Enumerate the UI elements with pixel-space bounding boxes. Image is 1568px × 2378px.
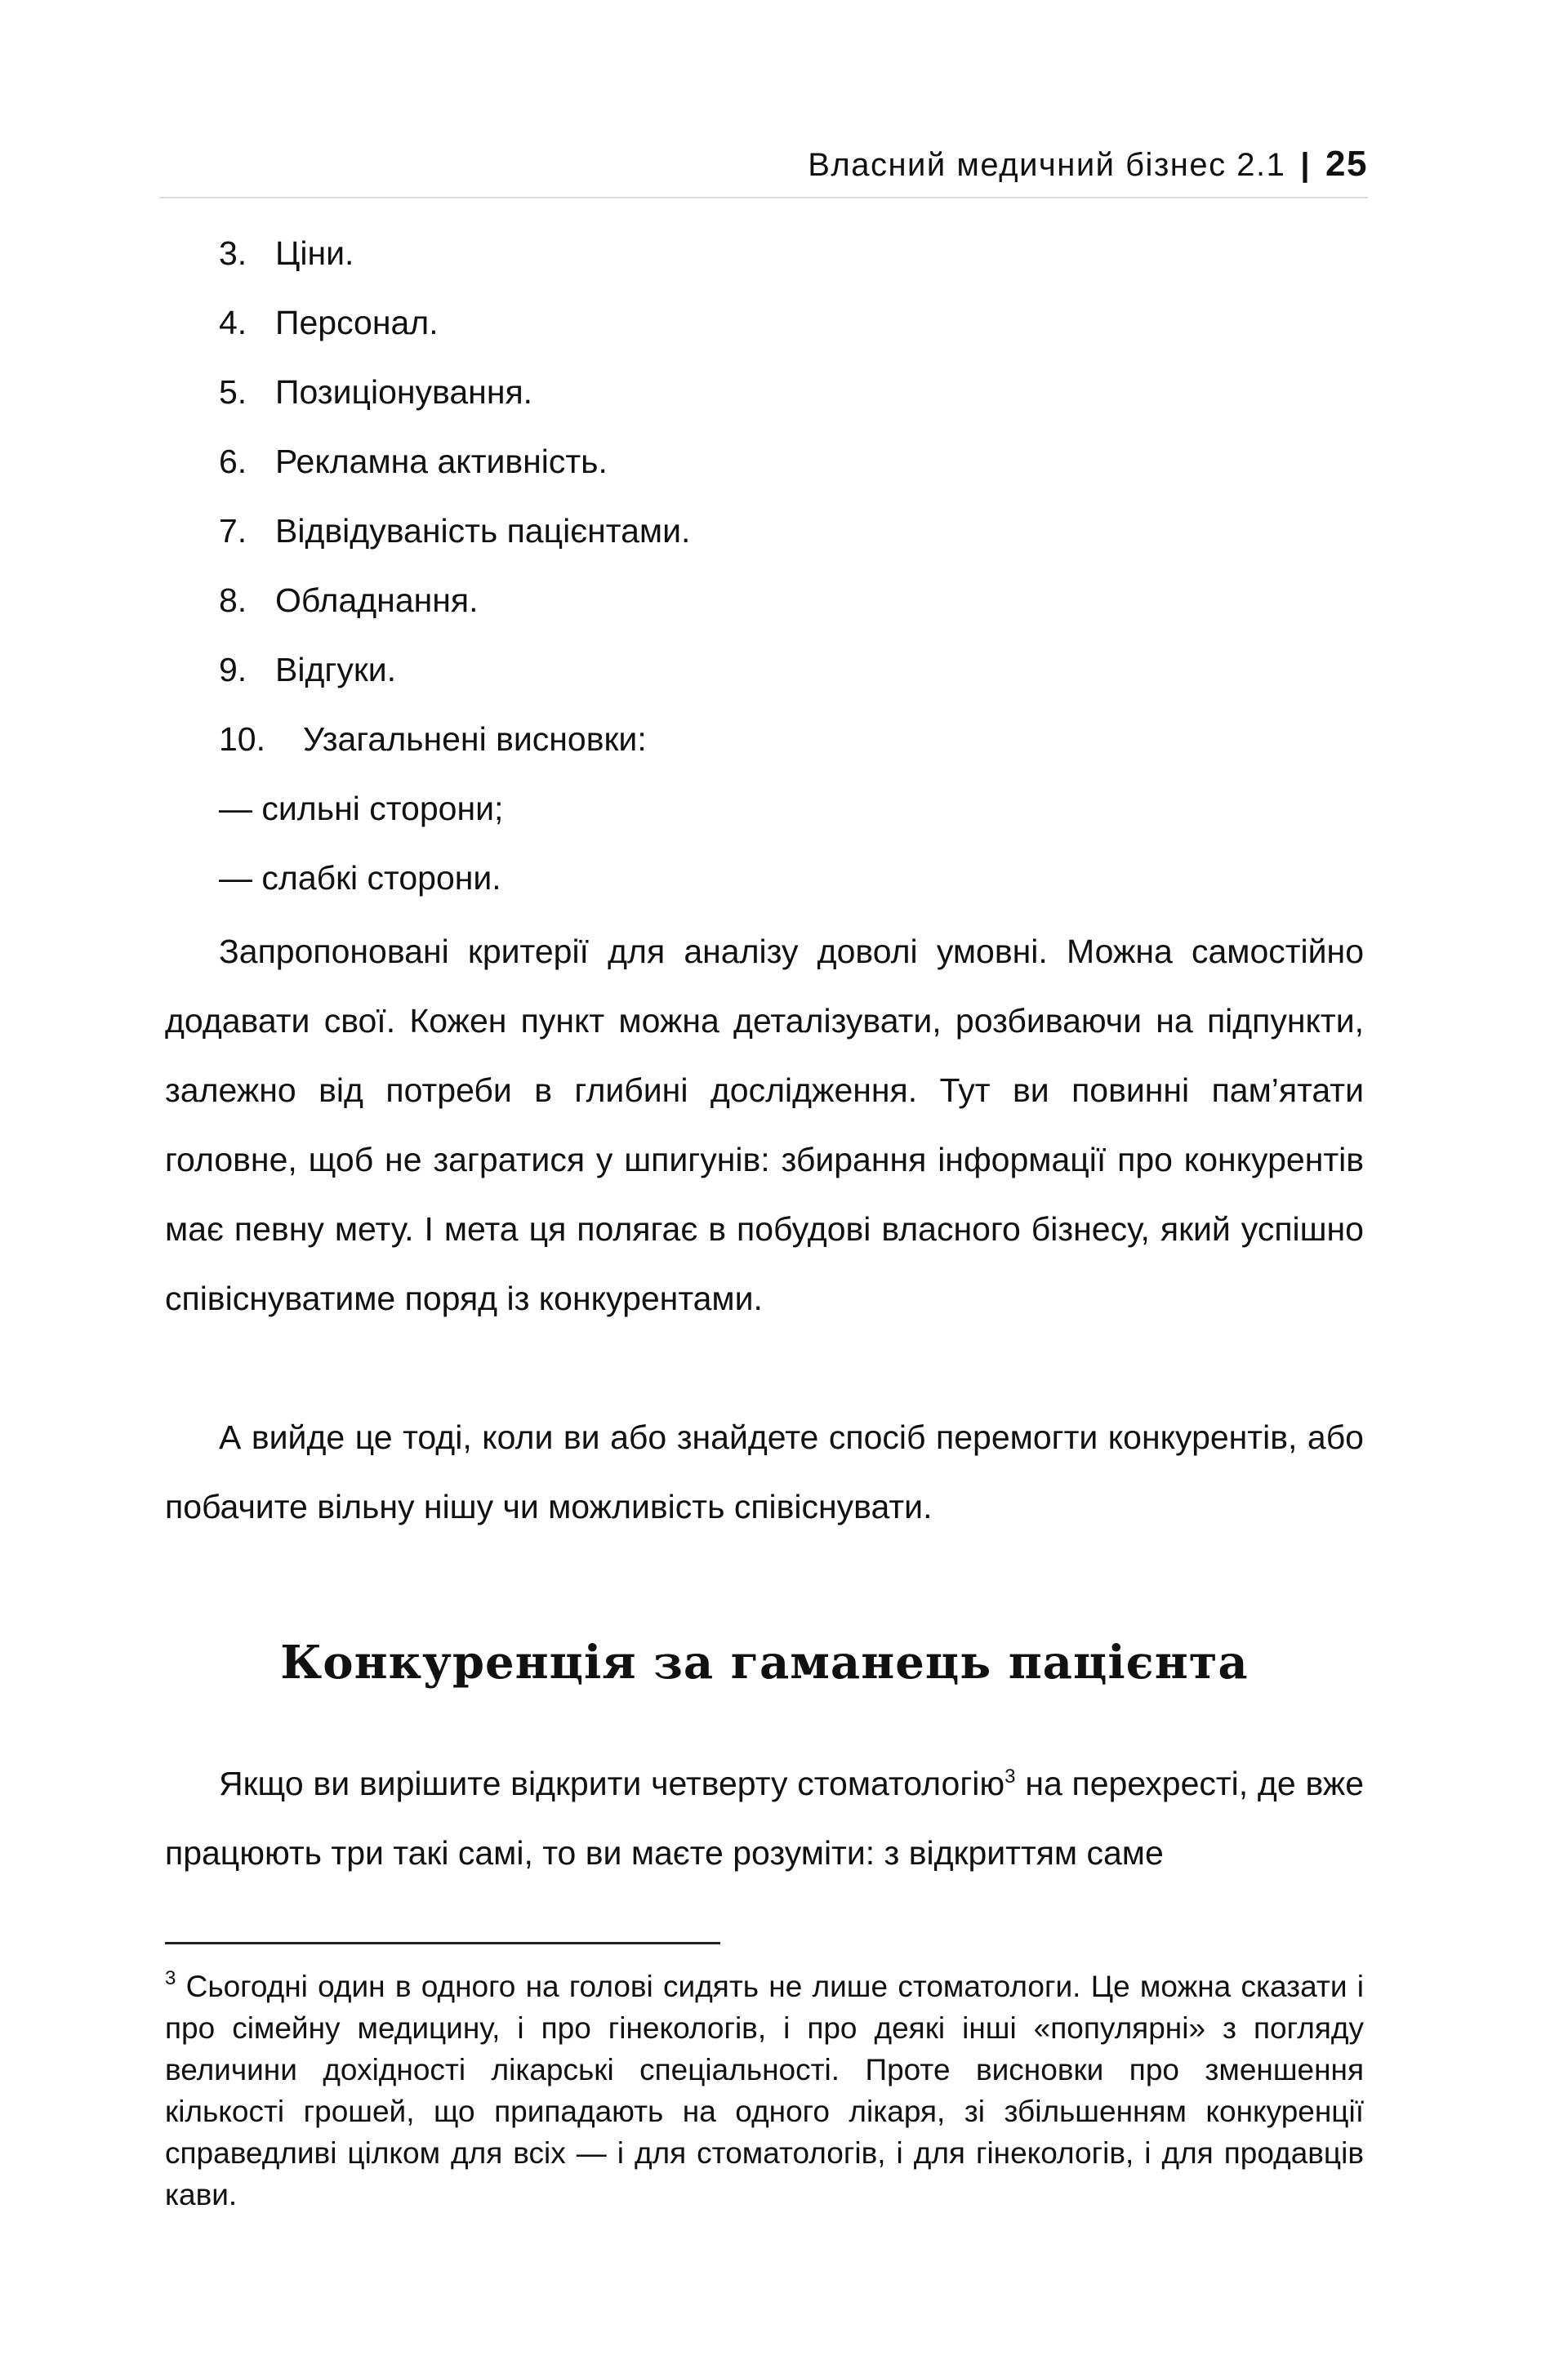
list-item bbox=[219, 295, 690, 364]
criteria-list bbox=[219, 225, 690, 920]
paragraph-text: Запропоновані критерії для аналізу доволі умовні. Можна самостійно додавати свої. Кожен пункт можна деталізувати, розбиваючи на підпункти, залежно від потреби в глибині дослідження. Тут ви повинні пам’ятати головне, щоб не загратися у шпигунів: збирання інформації про конкурентів має певну мету. І мета ця полягає в побудові власного бізнесу, який успішно співіснуватиме поряд із конкурентами. bbox=[165, 933, 1364, 1317]
list-item-text: Персонал. bbox=[275, 304, 439, 341]
list-item-text: Позиціонування. bbox=[275, 373, 533, 411]
list-item-text: Рекламна активність. bbox=[275, 443, 608, 480]
footnote-divider bbox=[165, 1942, 720, 1944]
list-item-text: Відгуки. bbox=[275, 651, 397, 688]
list-item-text: Ціни. bbox=[275, 234, 354, 272]
paragraph-criteria bbox=[165, 917, 1364, 1334]
book-title: Власний медичний бізнес 2.1 bbox=[808, 147, 1286, 183]
list-item bbox=[219, 225, 690, 295]
list-item bbox=[219, 434, 690, 503]
list-item bbox=[219, 572, 690, 642]
list-item-number: 8. bbox=[219, 581, 247, 619]
header-divider bbox=[159, 197, 1368, 198]
list-item-text: — слабкі сторони. bbox=[219, 859, 501, 897]
list-item-text: Відвідуваність пацієнтами. bbox=[275, 512, 691, 550]
list-item-text: Обладнання. bbox=[275, 581, 479, 619]
list-item bbox=[219, 711, 690, 781]
list-item-number: 6. bbox=[219, 443, 247, 480]
list-item bbox=[219, 503, 690, 572]
footnote-text: Сьогодні один в одного на голові сидять не лише стоматологи. Це можна сказати і про сімейну медицину, і про гінекологів, і про деякі інші «популярні» з погляду величини дохідності лікарські спеціальності. Проте висновки про зменшення кількості грошей, що припадають на одного лікаря, зі збільшенням конкуренції справедливі цілком для всіх — і для стоматологів, і для гінекологів, і для продавців кави. bbox=[165, 1970, 1364, 2211]
list-item bbox=[219, 642, 690, 711]
footnote-reference[interactable]: 3 bbox=[1004, 1766, 1016, 1788]
list-item-text: — сильні сторони; bbox=[219, 790, 504, 827]
running-header bbox=[159, 144, 1368, 196]
paragraph-text: А вийде це тоді, коли ви або знайдете спосіб перемогти конкурентів, або побачите вільну нішу чи можливість співіснувати. bbox=[165, 1418, 1364, 1525]
section-heading: Конкуренція за гаманець пацієнта bbox=[280, 1636, 1249, 1690]
footnote-marker: 3 bbox=[165, 1967, 176, 1989]
paragraph-section-intro bbox=[165, 1749, 1364, 1888]
list-subitem bbox=[219, 850, 690, 920]
list-item-text: Узагальнені висновки: bbox=[303, 720, 647, 758]
list-item-number: 7. bbox=[219, 512, 247, 550]
list-item-number: 9. bbox=[219, 651, 247, 688]
list-subitem bbox=[219, 781, 690, 850]
page-number: 25 bbox=[1325, 144, 1368, 184]
paragraph-text: на перехресті, де вже працюють три такі самі, то ви маєте розуміти: з відкриттям саме bbox=[165, 1765, 1364, 1872]
paragraph-outcome bbox=[165, 1403, 1364, 1542]
footnote bbox=[165, 1966, 1364, 2215]
paragraph-text: Якщо ви вирішите відкрити четверту стоматологію bbox=[219, 1765, 1005, 1802]
list-item-number: 10. bbox=[219, 720, 265, 758]
list-item-number: 3. bbox=[219, 234, 247, 272]
list-item-number: 5. bbox=[219, 373, 247, 411]
header-separator: | bbox=[1300, 147, 1312, 183]
list-item-number: 4. bbox=[219, 304, 247, 341]
list-item bbox=[219, 364, 690, 434]
